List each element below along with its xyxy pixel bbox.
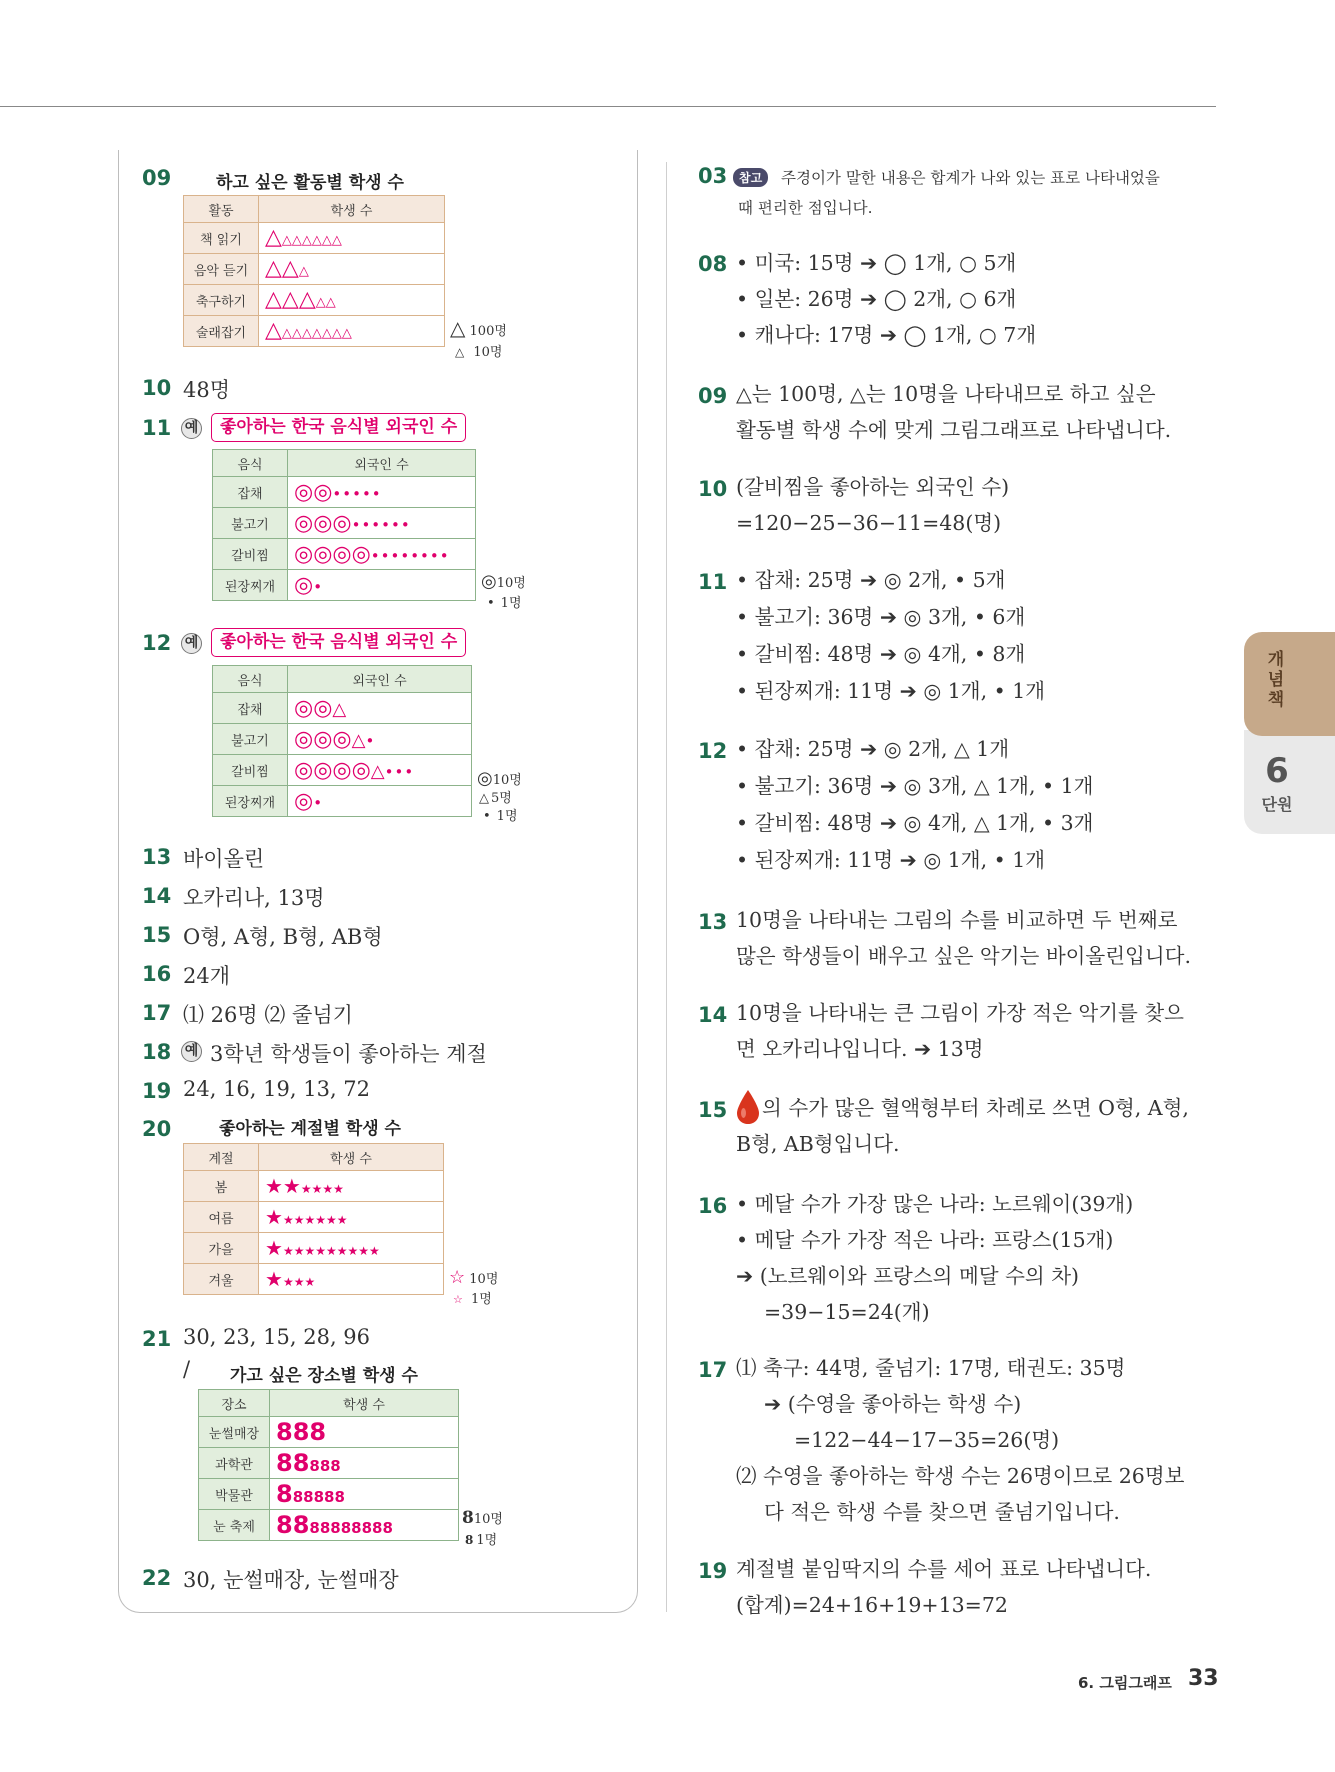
r17-line: =122−44−17−35=26(명) (794, 1428, 1060, 1452)
r12-line: • 갈비찜: 48명 ➔ ◎ 4개, △ 1개, • 3개 (736, 811, 1094, 835)
table-row (184, 254, 445, 285)
row-label: 갈비찜 (213, 539, 288, 570)
table-row (184, 1171, 444, 1202)
q20-legend: ☆ 10명 ☆ 1명 (449, 1267, 499, 1307)
big-snowman-icon: 88 (276, 1511, 310, 1539)
page-number: 33 (1188, 1666, 1219, 1691)
q12-legend: ◎10명 △ 5명 • 1명 (477, 768, 522, 824)
r12-line: • 된장찌개: 11명 ➔ ◎ 1개, • 1개 (736, 848, 1046, 872)
legend-small-label: 1명 (500, 596, 522, 611)
r11-line: • 잡채: 25명 ➔ ◎ 2개, • 5개 (736, 568, 1006, 592)
q09-legend: △ 100명 △ 10명 (450, 316, 507, 360)
q09-table (183, 195, 445, 347)
double-circle-icon: ◎◎ (294, 695, 333, 721)
concept-book-label (1244, 650, 1308, 710)
r03-number: 03 (698, 164, 728, 188)
unit-number: 6 (1265, 751, 1289, 791)
row-label: 여름 (184, 1202, 259, 1233)
table-row (213, 786, 472, 817)
q20-number: 20 (142, 1117, 172, 1141)
column-divider (666, 162, 667, 1612)
row-label: 가을 (184, 1233, 259, 1264)
legend-big-label: 100명 (469, 324, 507, 339)
r13-text (736, 902, 1191, 974)
r17-line: ⑵ 수영을 좋아하는 학생 수는 26명이므로 26명보 (736, 1464, 1185, 1488)
big-triangle-icon: △ (265, 225, 282, 250)
row-label: 축구하기 (184, 285, 259, 316)
unit-label: 단원 (1261, 795, 1293, 814)
table-row (184, 285, 445, 316)
r16-line: • 메달 수가 가장 많은 나라: 노르웨이(39개) (736, 1192, 1134, 1216)
r03-line2: 때 편리한 점입니다. (738, 199, 873, 217)
row-label: 잡채 (213, 477, 288, 508)
big-triangle-icon: △ (265, 318, 282, 343)
r09-text (736, 376, 1171, 448)
triangle-icon: △ (332, 698, 347, 720)
reference-badge: 참고 (733, 168, 768, 187)
q20-table (183, 1143, 444, 1295)
legend-small-label: 10명 (473, 345, 503, 360)
small-star-icon: ★★★★★★ (282, 1213, 348, 1227)
r13-line: 10명을 나타내는 그림의 수를 비교하면 두 번째로 (736, 908, 1178, 932)
row-label: 눈썰매장 (199, 1417, 270, 1448)
r12-lines (736, 731, 1093, 879)
q16-answer: 24개 (183, 964, 231, 988)
row-label: 눈 축제 (199, 1510, 270, 1541)
r12-line: • 불고기: 36명 ➔ ◎ 3개, △ 1개, • 1개 (736, 774, 1094, 798)
concept-book-text: 개념책 (1267, 650, 1285, 710)
big-star-icon: ★ (265, 1236, 283, 1260)
q10-number: 10 (142, 376, 172, 400)
r09-number: 09 (698, 384, 728, 408)
row-label: 불고기 (213, 508, 288, 539)
q22-answer: 30, 눈썰매장, 눈썰매장 (183, 1568, 399, 1592)
q11-number: 11 (142, 416, 172, 440)
table-row (213, 570, 476, 601)
legend-mid-label: 5명 (491, 791, 512, 806)
r14-line: 면 오카리나입니다. ➔ 13명 (736, 1037, 984, 1061)
table-row (213, 508, 476, 539)
legend-small-label: 1명 (471, 1292, 492, 1307)
q10-answer: 48명 (183, 378, 231, 402)
q13-number: 13 (142, 845, 172, 869)
q19-answer: 24, 16, 19, 13, 72 (183, 1077, 371, 1101)
small-triangle-icon: △ (298, 264, 309, 279)
example-badge: 예 (181, 1041, 202, 1062)
q16-number: 16 (142, 962, 172, 986)
table-row (199, 1510, 459, 1541)
r11-line: • 된장찌개: 11명 ➔ ◎ 1개, • 1개 (736, 679, 1046, 703)
q12-table (212, 665, 472, 817)
small-star-icon: ★★★★★★★★★ (282, 1244, 380, 1258)
r09-line: 활동별 학생 수에 맞게 그림그래프로 나타냅니다. (736, 418, 1172, 442)
q13-answer: 바이올린 (183, 847, 265, 871)
table-row (213, 693, 472, 724)
q11-col1: 음식 (213, 450, 288, 477)
q18-answer: 3학년 학생들이 좋아하는 계절 (210, 1042, 487, 1066)
q20-col1: 계절 (184, 1144, 259, 1171)
row-label: 겨울 (184, 1264, 259, 1295)
r17-line: ⑴ 축구: 44명, 줄넘기: 17명, 태권도: 35명 (736, 1356, 1126, 1380)
small-star-icon: ★★★★ (300, 1182, 344, 1196)
q21-slash: / (183, 1357, 191, 1381)
small-snowman-icon: 88888888 (309, 1519, 393, 1537)
row-label: 과학관 (199, 1448, 270, 1479)
example-badge: 예 (181, 418, 202, 439)
r15-line: 의 수가 많은 혈액형부터 차례로 쓰면 O형, A형, (762, 1096, 1189, 1120)
legend-big-label: 10명 (469, 1272, 499, 1287)
q20-col2: 학생 수 (259, 1144, 444, 1171)
q21-number: 21 (142, 1327, 172, 1351)
double-circle-icon: ◎◎◎ (294, 726, 352, 752)
r16-line: • 메달 수가 가장 적은 나라: 프랑스(15개) (736, 1228, 1114, 1252)
triangle-icon: △ (370, 760, 385, 782)
row-label: 술래잡기 (184, 316, 259, 347)
r10-number: 10 (698, 477, 728, 501)
r11-line: • 갈비찜: 48명 ➔ ◎ 4개, • 8개 (736, 642, 1026, 666)
small-snowman-icon: 888 (309, 1457, 341, 1475)
small-triangle-icon: △△△△△△ (281, 233, 342, 248)
table-row (199, 1479, 459, 1510)
r03-line1: 주경이가 말한 내용은 합계가 나와 있는 표로 나타내었을 (781, 169, 1160, 187)
r13-number: 13 (698, 910, 728, 934)
q17-number: 17 (142, 1001, 172, 1025)
q09-title: 하고 싶은 활동별 학생 수 (216, 173, 404, 193)
q21-title: 가고 싶은 장소별 학생 수 (230, 1366, 418, 1386)
small-snowman-icon: 88888 (292, 1488, 345, 1506)
small-star-icon: ★★★ (282, 1275, 316, 1289)
big-star-icon: ★ (265, 1267, 283, 1291)
r12-number: 12 (698, 739, 728, 763)
table-row (213, 755, 472, 786)
r08-number: 08 (698, 252, 728, 276)
legend-big-label: 10명 (496, 576, 526, 591)
small-triangle-icon: △△ (315, 295, 336, 310)
r16-line: =39−15=24(개) (764, 1300, 930, 1324)
table-row (213, 539, 476, 570)
r19-number: 19 (698, 1559, 728, 1583)
row-label: 음악 듣기 (184, 254, 259, 285)
r08-line: • 미국: 15명 ➔ ◯ 1개, ○ 5개 (736, 251, 1017, 275)
q09-col2: 학생 수 (259, 196, 445, 223)
dot-icon: •••••• (351, 515, 411, 534)
r13-line: 많은 학생들이 배우고 싶은 악기는 바이올린입니다. (736, 944, 1191, 968)
row-label: 불고기 (213, 724, 288, 755)
double-circle-icon: ◎◎◎◎ (294, 541, 371, 567)
q11-table (212, 449, 476, 601)
q09-col1: 활동 (184, 196, 259, 223)
double-circle-icon: ◎◎◎ (294, 510, 352, 536)
double-circle-icon: ◎◎ (294, 479, 333, 505)
big-snowman-icon: 888 (276, 1418, 327, 1446)
big-snowman-icon: 88 (276, 1449, 310, 1477)
r11-lines (736, 562, 1045, 710)
q12-number: 12 (142, 631, 172, 655)
example-badge: 예 (181, 633, 202, 654)
r08-line: • 일본: 26명 ➔ ◯ 2개, ○ 6개 (736, 287, 1017, 311)
legend-small-label: 1명 (496, 809, 518, 824)
row-label: 봄 (184, 1171, 259, 1202)
small-triangle-icon: △△△△△△△ (281, 326, 352, 341)
r10-text (736, 469, 1009, 541)
r17-line: ➔ (수영을 좋아하는 학생 수) (764, 1392, 1022, 1416)
big-star-icon: ★★ (265, 1174, 301, 1198)
r14-number: 14 (698, 1003, 728, 1027)
q21-legend: 810명 8 1명 (462, 1508, 503, 1548)
q11-col2: 외국인 수 (288, 450, 476, 477)
r12-line: • 잡채: 25명 ➔ ◎ 2개, △ 1개 (736, 737, 1010, 761)
q15-number: 15 (142, 923, 172, 947)
table-row (213, 724, 472, 755)
r19-text (736, 1551, 1151, 1623)
r11-number: 11 (698, 570, 728, 594)
r15-text (736, 1090, 1189, 1162)
r17-line: 다 적은 학생 수를 찾으면 줄넘기입니다. (764, 1500, 1120, 1524)
q18-number: 18 (142, 1040, 172, 1064)
r14-text (736, 995, 1184, 1067)
q09-number: 09 (142, 166, 172, 190)
q17-answer: ⑴ 26명 ⑵ 줄넘기 (183, 1003, 353, 1027)
q20-title: 좋아하는 계절별 학생 수 (219, 1119, 401, 1139)
big-triangle-icon: △△△ (265, 287, 316, 312)
r09-line: △는 100명, △는 10명을 나타내므로 하고 싶은 (736, 382, 1156, 406)
big-triangle-icon: △△ (265, 256, 299, 281)
row-label: 된장찌개 (213, 570, 288, 601)
table-row (184, 1233, 444, 1264)
table-row (199, 1448, 459, 1479)
r10-line: =120−25−36−11=48(명) (736, 511, 1002, 535)
dot-icon: •••••••• (370, 546, 450, 565)
legend-big-label: 10명 (492, 773, 522, 788)
q12-title: 좋아하는 한국 음식별 외국인 수 (211, 628, 466, 657)
q12-col1: 음식 (213, 666, 288, 693)
dot-icon: ••• (384, 762, 415, 781)
legend-small-label: 1명 (476, 1533, 498, 1548)
r08-line: • 캐나다: 17명 ➔ ◯ 1개, ○ 7개 (736, 323, 1037, 347)
q21-table (198, 1389, 459, 1541)
table-row (184, 223, 445, 254)
row-label: 박물관 (199, 1479, 270, 1510)
dot-icon: • (365, 731, 376, 750)
legend-big-label: 10명 (473, 1512, 503, 1527)
footer-chapter: 6. 그림그래프 (1078, 1674, 1172, 1692)
r16-lines (736, 1186, 1133, 1330)
row-label: 책 읽기 (184, 223, 259, 254)
double-circle-icon: ◎ (294, 572, 314, 598)
r14-line: 10명을 나타내는 큰 그림이 가장 적은 악기를 찾으 (736, 1001, 1184, 1025)
triangle-icon: △ (351, 729, 366, 751)
r15-number: 15 (698, 1098, 728, 1122)
r17-lines (736, 1350, 1184, 1530)
big-star-icon: ★ (265, 1205, 283, 1229)
q19-number: 19 (142, 1079, 172, 1103)
r16-line: ➔ (노르웨이와 프랑스의 메달 수의 차) (736, 1264, 1079, 1288)
q14-answer: 오카리나, 13명 (183, 886, 325, 910)
q15-answer: O형, A형, B형, AB형 (183, 925, 383, 949)
r11-line: • 불고기: 36명 ➔ ◎ 3개, • 6개 (736, 605, 1026, 629)
r08-lines (736, 245, 1036, 353)
table-row (184, 1264, 444, 1295)
dot-icon: ••••• (332, 484, 382, 503)
q21-col1: 장소 (199, 1390, 270, 1417)
q11-title: 좋아하는 한국 음식별 외국인 수 (211, 413, 466, 442)
q22-number: 22 (142, 1566, 172, 1590)
double-circle-icon: ◎◎◎◎ (294, 757, 371, 783)
big-snowman-icon: 8 (276, 1480, 293, 1508)
q14-number: 14 (142, 884, 172, 908)
dot-icon: • (313, 577, 324, 596)
r17-number: 17 (698, 1358, 728, 1382)
double-circle-icon: ◎ (294, 788, 314, 814)
header-rule (0, 106, 1216, 107)
q12-col2: 외국인 수 (288, 666, 472, 693)
table-row (184, 1202, 444, 1233)
q21-answer: 30, 23, 15, 28, 96 (183, 1325, 371, 1349)
row-label: 갈비찜 (213, 755, 288, 786)
r10-line: (갈비찜을 좋아하는 외국인 수) (736, 475, 1010, 499)
r15-line: B형, AB형입니다. (736, 1132, 900, 1156)
r16-number: 16 (698, 1194, 728, 1218)
table-row (199, 1417, 459, 1448)
r19-line: (합계)=24+16+19+13=72 (736, 1593, 1008, 1617)
table-row (184, 316, 445, 347)
row-label: 된장찌개 (213, 786, 288, 817)
dot-icon: • (313, 793, 324, 812)
q11-legend: ◎10명 • 1명 (481, 571, 526, 611)
row-label: 잡채 (213, 693, 288, 724)
q21-col2: 학생 수 (270, 1390, 459, 1417)
table-row (213, 477, 476, 508)
r19-line: 계절별 붙임딱지의 수를 세어 표로 나타냅니다. (736, 1557, 1152, 1581)
